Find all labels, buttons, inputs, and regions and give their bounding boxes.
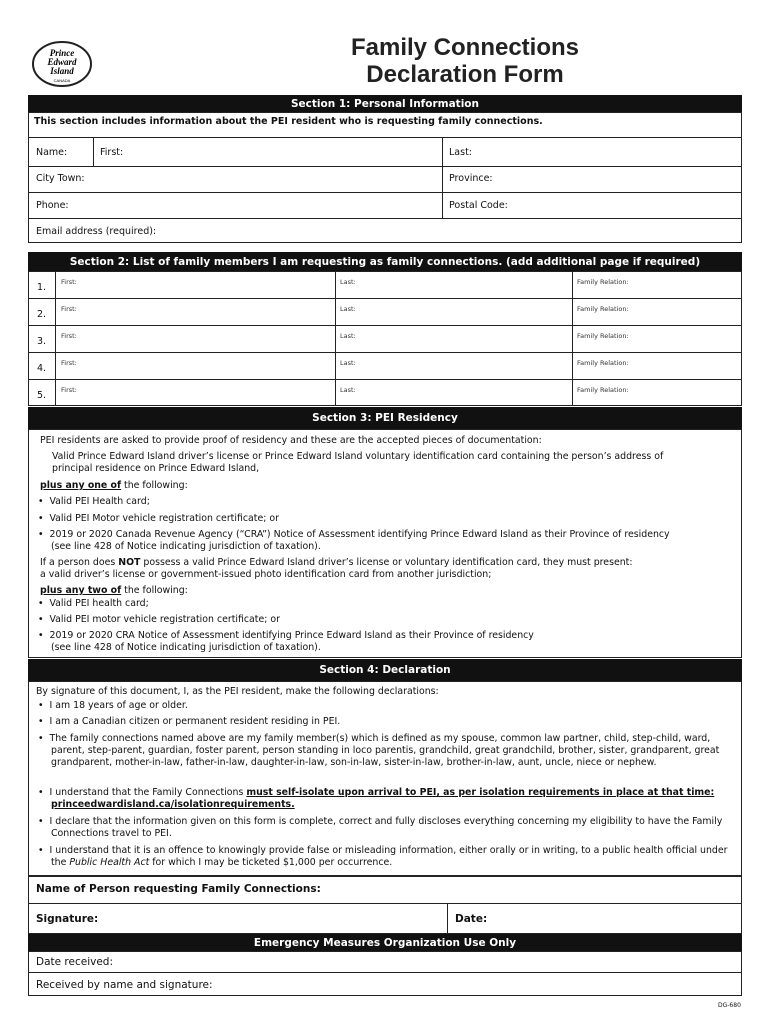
member-last-field[interactable]: Last: (340, 305, 356, 313)
name-label: Name: (36, 147, 68, 158)
declaration-item: • I understand that the Family Connections must self-isolate upon arrival to PEI, as per isolation requirements in place at that time: princeedwardisland.ca/isolationrequirements. (38, 787, 715, 810)
last-name-field[interactable]: Last: (449, 147, 472, 158)
if-not-line: If a person does NOT possess a valid Prince Edward Island driver’s license or voluntary identification card, they must present: (40, 557, 633, 568)
svg-text:Island: Island (50, 66, 74, 76)
member-first-field[interactable]: First: (61, 278, 77, 286)
province-field[interactable]: Province: (449, 173, 493, 184)
list2-item-cont: (see line 428 of Notice indicating jurisdiction of taxation). (51, 642, 321, 653)
member-relation-field[interactable]: Family Relation: (577, 359, 629, 367)
member-relation-field[interactable]: Family Relation: (577, 305, 629, 313)
first-name-field[interactable]: First: (100, 147, 124, 158)
doc-primary: Valid Prince Edward Island driver’s license or Prince Edward Island voluntary identification card containing the person’s address of (52, 451, 664, 462)
svg-text:Edward: Edward (47, 57, 77, 67)
row-number: 1. (37, 282, 47, 293)
family-members-table (28, 271, 742, 406)
signature-field[interactable]: Signature: (36, 913, 99, 925)
section1-box (28, 112, 742, 243)
requester-name-field[interactable]: Name of Person requesting Family Connections: (36, 883, 321, 895)
declaration-item: • I understand that it is an offence to knowingly provide false or misleading information, either orally or in writing, to a public health official under the Public Health Act for which I may be ticketed $1,000 per occurrence. (38, 845, 728, 868)
member-last-field[interactable]: Last: (340, 278, 356, 286)
plus-any-two: plus any two of the following: (40, 585, 188, 596)
section1-heading: Section 1: Personal Information (28, 95, 742, 112)
plus-any-one: plus any one of the following: (40, 480, 188, 491)
phone-field[interactable]: Phone: (36, 200, 69, 211)
date-received-field[interactable]: Date received: (36, 956, 114, 968)
declaration-item: • I declare that the information given on this form is complete, correct and fully discloses everything concerning my eligibility to have the Family Connections travel to PEI. (38, 816, 723, 839)
list2-item: • 2019 or 2020 CRA Notice of Assessment identifying Prince Edward Island as their Province of residency (38, 630, 534, 641)
list1-item: • Valid PEI Health card; (38, 496, 150, 507)
member-relation-field[interactable]: Family Relation: (577, 278, 629, 286)
declaration-item: • I am a Canadian citizen or permanent resident residing in PEI. (38, 716, 341, 727)
title-line-2: Declaration Form (366, 61, 564, 88)
section1-intro: This section includes information about the PEI resident who is requesting family connections. (34, 116, 543, 127)
list1-item: • 2019 or 2020 Canada Revenue Agency (“CRA”) Notice of Assessment identifying Prince Edward Island as their Province of residency (38, 529, 670, 540)
row-number: 5. (37, 390, 47, 401)
date-field[interactable]: Date: (455, 913, 488, 925)
section2-heading: Section 2: List of family members I am requesting as family connections. (add additional page if required) (28, 252, 742, 271)
member-last-field[interactable]: Last: (340, 359, 356, 367)
section4-intro: By signature of this document, I, as the PEI resident, make the following declarations: (36, 686, 439, 697)
row-number: 2. (37, 309, 47, 320)
declaration-item: • I am 18 years of age or older. (38, 700, 188, 711)
member-relation-field[interactable]: Family Relation: (577, 386, 629, 394)
email-field[interactable]: Email address (required): (36, 226, 157, 237)
row-number: 3. (37, 336, 47, 347)
pei-logo (30, 40, 94, 88)
member-first-field[interactable]: First: (61, 386, 77, 394)
form-title (300, 34, 630, 88)
section3-intro: PEI residents are asked to provide proof of residency and these are the accepted pieces of documentation: (40, 435, 542, 446)
received-by-field[interactable]: Received by name and signature: (36, 979, 213, 991)
list1-item: • Valid PEI Motor vehicle registration certificate; or (38, 513, 279, 524)
emo-heading: Emergency Measures Organization Use Only (28, 934, 742, 951)
list2-item: • Valid PEI health card; (38, 598, 149, 609)
postal-code-field[interactable]: Postal Code: (449, 200, 508, 211)
title-line-1: Family Connections (350, 34, 580, 61)
member-relation-field[interactable]: Family Relation: (577, 332, 629, 340)
form-code: DG-680 (718, 1002, 741, 1009)
declaration-item: • The family connections named above are my family member(s) which is defined as my spouse, common law partner, child, step-child, ward, parent, step-parent, guardian, foster parent, person standing in loco parentis, grandchild, great grandchild, brother, sister, grandparent, great grandparent, mother-in-law, father-in-law, daughter-in-law, son-in-law, sister-in-law, brother-in-law, aunt, uncle, niece or nephew. (38, 733, 720, 768)
doc-primary-cont: principal residence on Prince Edward Island, (52, 463, 260, 474)
list2-item: • Valid PEI motor vehicle registration certificate; or (38, 614, 280, 625)
member-last-field[interactable]: Last: (340, 332, 356, 340)
member-first-field[interactable]: First: (61, 359, 77, 367)
row-number: 4. (37, 363, 47, 374)
svg-text:Prince: Prince (49, 48, 75, 58)
member-first-field[interactable]: First: (61, 332, 77, 340)
city-field[interactable]: City Town: (36, 173, 85, 184)
section4-heading: Section 4: Declaration (28, 659, 742, 681)
svg-text:CANADA: CANADA (53, 78, 71, 83)
if-not-line-2: a valid driver’s license or government-issued photo identification card from another jurisdiction; (40, 569, 492, 580)
member-last-field[interactable]: Last: (340, 386, 356, 394)
list1-item-cont: (see line 428 of Notice indicating jurisdiction of taxation). (51, 541, 321, 552)
member-first-field[interactable]: First: (61, 305, 77, 313)
section3-heading: Section 3: PEI Residency (28, 407, 742, 429)
